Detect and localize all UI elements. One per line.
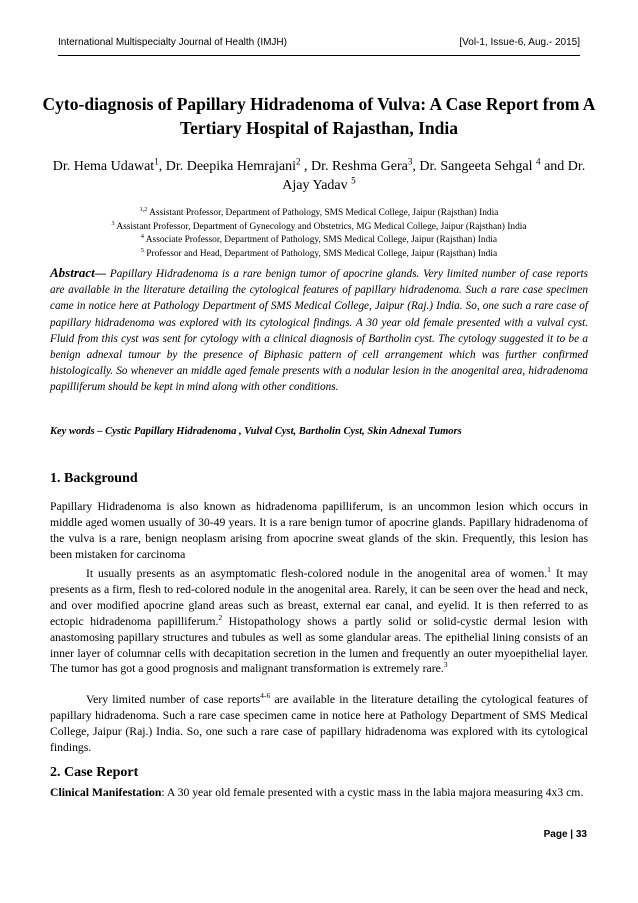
abstract-text: Papillary Hidradenoma is a rare benign tumor of apocrine glands. Very limited number of case reports are available in the literature detailing the cytological features of papillary hidradenoma. Such a rare case specimen came in notice here at Pathology Department of SMS Medical College, Jaipur (Raj.) India. So, one such a rare case of papillary hidradenoma was explored with its cytological findings. A 30 year old female presented with a vulval cyst. Fluid from this cyst was sent for cytology with a clinical diagnosis of Bartholin cyst. The cytology suggested it to be a benign adnexal tumour by the presence of Biphasic pattern of cell arrangement which was further confirmed histologically. So whenever an middle aged female presents with a nodular lesion in the anogenital area, hidradenoma papilliferum should be kept in mind along with other conditions.: [50, 268, 589, 394]
background-paragraph-2: [50, 566, 588, 677]
journal-name: International Multispecialty Journal of Health (IMJH): [58, 37, 287, 48]
author-name: Dr. Deepika Hemrajani: [165, 159, 296, 174]
keywords: Key words – Cystic Papillary Hidradenoma , Vulval Cyst, Bartholin Cyst, Skin Adnexal Tumors: [50, 426, 462, 437]
citation: 4-6: [260, 691, 271, 701]
abstract-dash: —: [94, 268, 110, 280]
affiliation-line: [40, 234, 598, 248]
paragraph-text: Very limited number of case reports: [86, 693, 261, 706]
paragraph-text: It usually presents as an asymptomatic flesh-colored nodule in the anogenital area of women.: [86, 567, 548, 580]
paper-title: Cyto-diagnosis of Papillary Hidradenoma of Vulva: A Case Report from A Tertiary Hospital of Rajasthan, India: [42, 94, 596, 138]
affiliation-sup: 3: [111, 220, 115, 227]
header-divider: [58, 55, 580, 56]
page-number: [544, 829, 587, 840]
affiliation-line: [40, 248, 598, 262]
section-heading-case-report: 2. Case Report: [50, 765, 139, 780]
paragraph-text: are available in the literature detailing the cytological features of papillary hidradenoma. Such a rare case specimen came in notice here at Pathology Department of SMS Medical College, Jaipur (Raj.) India. So, one such a rare case of papillary hidradenoma was explored with its cytological findings.: [50, 693, 588, 754]
affiliations: [40, 207, 598, 262]
section-heading-background: 1. Background: [50, 471, 138, 486]
clinical-manifestation-label: Clinical Manifestation: [50, 786, 162, 799]
author-name: Dr. Sangeeta Sehgal: [419, 159, 537, 174]
affiliation-line: [40, 221, 598, 235]
abstract: [50, 265, 588, 396]
author-list: [40, 157, 598, 195]
paragraph-text: It may presents as a firm, flesh to red-colored nodule in the anogenital area. Rarely, it can be seen over the head and neck, and over modified apocrine gland areas such as breast, external ear canal, and eyelid. It is then referred to as ectopic hidradenoma papilliferum.: [50, 567, 588, 628]
page-sep: |: [567, 829, 576, 840]
author-sup: 5: [351, 175, 356, 186]
author-sep: ,: [412, 159, 420, 174]
citation: 1: [547, 565, 551, 575]
abstract-heading: Abstract: [50, 265, 95, 280]
affiliation-line: [40, 207, 598, 221]
citation: 2: [218, 612, 223, 622]
author-name: Dr. Ajay Yadav: [282, 159, 586, 193]
affiliation-sup: 1,2: [139, 206, 148, 213]
author-sep: and: [540, 159, 568, 174]
issue-info: [Vol-1, Issue-6, Aug.- 2015]: [459, 37, 580, 48]
affiliation-text: Assistant Professor, Department of Pathology, SMS Medical College, Jaipur (Rajsthan) India: [147, 208, 499, 218]
author-sup: 2: [295, 156, 301, 167]
affiliation-text: Assistant Professor, Department of Gynecology and Obstetrics, MG Medical College, Jaipur (Rajsthan) India: [114, 221, 527, 232]
author-name: Dr. Reshma Gera: [311, 159, 408, 174]
page-label: Page: [543, 829, 568, 840]
paragraph-text: Histopathology shows a partly solid or solid-cystic dermal lesion with anastomosing papillary structures and tubules as well as some glandular areas. The epithelial lining consists of an inner layer of columnar cells with decapitation secretion in the lumen and frequently an outer myoepithelial layer. The tumor has got a good prognosis and malignant transformation is extremely rare.: [50, 614, 588, 676]
affiliation-sup: 4: [140, 234, 144, 241]
author-name: Dr. Hema Udawat: [52, 159, 155, 174]
author-sup: 1: [154, 156, 159, 167]
background-paragraph-1: Papillary Hidradenoma is also known as hidradenoma papilliferum, is an uncommon lesion which occurs in middle aged women usually of 30-49 years. It is a rare benign tumor of apocrine glands. Papillary hidradenoma of the vulva is a rare, benign neoplasm arising from apocrine sweat glands of the skin. Frequently, this lesion has been mistaken for carcinoma: [50, 500, 588, 561]
background-paragraph-3: [50, 692, 588, 756]
author-sep: ,: [300, 159, 312, 174]
case-report-paragraph: [50, 785, 588, 801]
affiliation-text: Professor and Head, Department of Pathology, SMS Medical College, Jaipur (Rajsthan) India: [143, 249, 498, 260]
paragraph-text: : A 30 year old female presented with a cystic mass in the labia majora measuring 4x3 cm.: [161, 786, 584, 799]
affiliation-text: Associate Professor, Department of Pathology, SMS Medical College, Jaipur (Rajsthan) India: [143, 235, 498, 246]
affiliation-sup: 5: [140, 247, 144, 254]
author-sup: 3: [407, 156, 413, 167]
page-number-value: 33: [575, 829, 587, 840]
author-sup: 4: [536, 156, 541, 167]
citation: 3: [443, 660, 448, 670]
author-sep: ,: [158, 159, 166, 174]
